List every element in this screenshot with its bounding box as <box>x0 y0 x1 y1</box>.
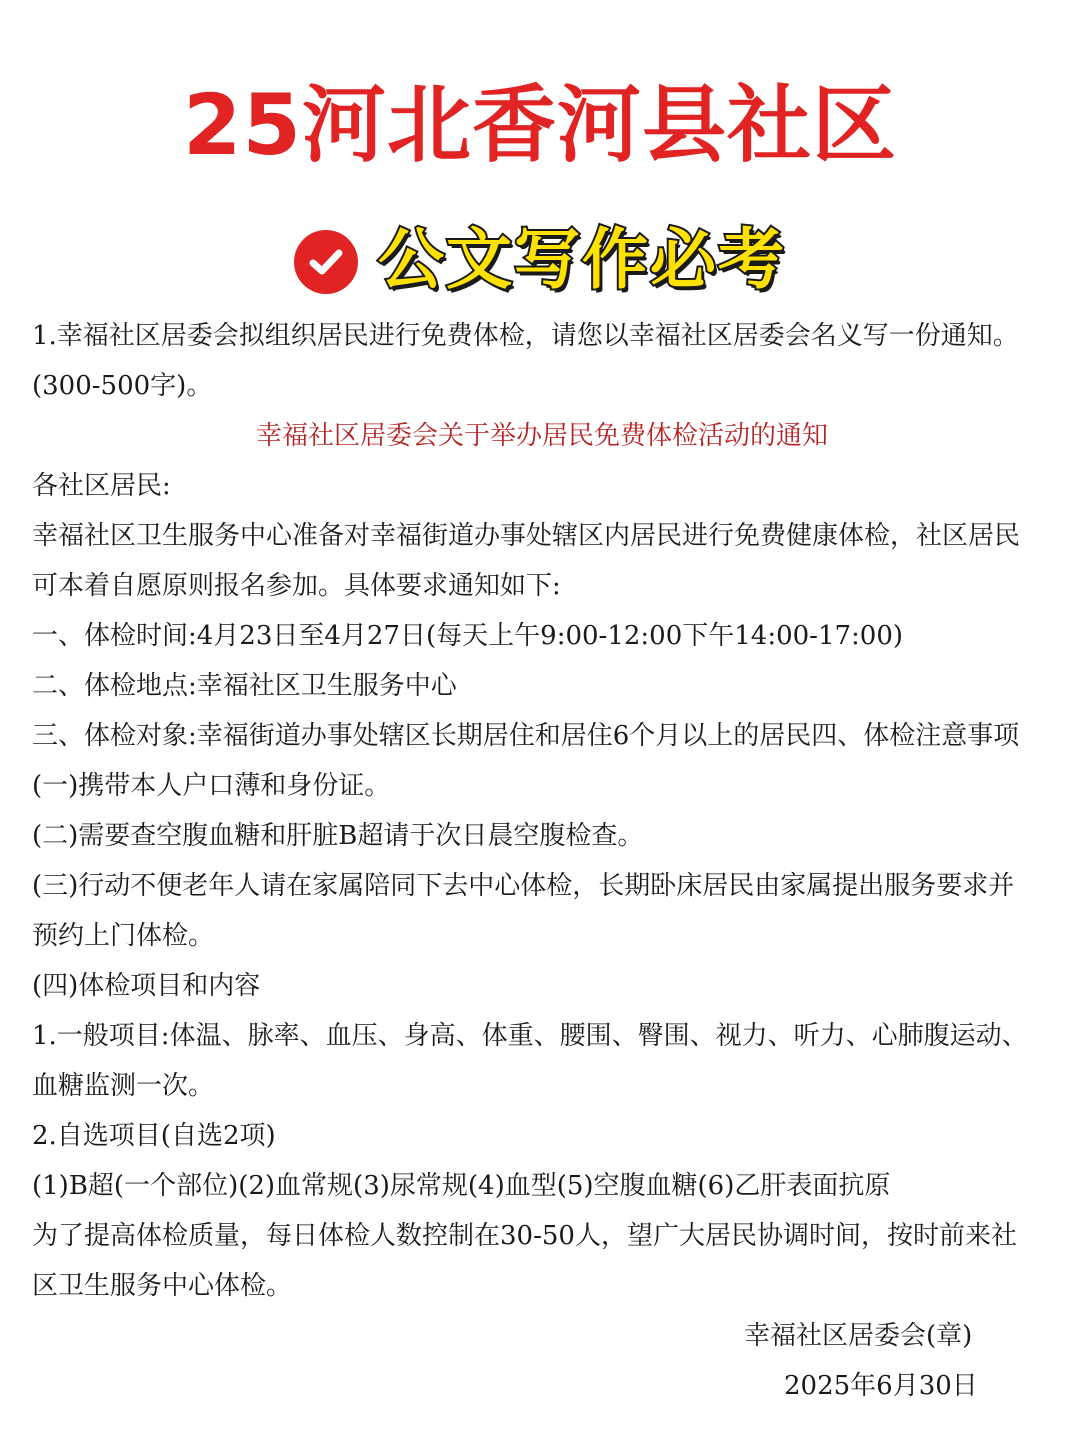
note-2: (二)需要查空腹血糖和肝脏B超请于次日晨空腹检查。 <box>32 821 644 851</box>
item-target: 三、体检对象:幸福街道办事处辖区长期居住和居住6个月以上的居民四、体检注意事项 <box>32 721 1020 751</box>
notice-heading: 幸福社区居委会关于举办居民免费体检活动的通知 <box>255 421 828 451</box>
note-1: (一)携带本人户口薄和身份证。 <box>32 771 391 801</box>
general-items-line-2: 血糖监测一次。 <box>32 1071 215 1101</box>
subtitle-row <box>0 215 1080 305</box>
subtitle-text: 公文写作必考 <box>378 221 786 298</box>
question-line-2: (300-500字)。 <box>32 371 213 401</box>
check-icon <box>294 230 358 294</box>
salutation: 各社区居民: <box>32 471 171 501</box>
optional-title: 2.自选项目(自选2项) <box>32 1121 276 1151</box>
intro-line-1: 幸福社区卫生服务中心准备对幸福街道办事处辖区内居民进行免费健康体检，社区居民 <box>32 521 1021 551</box>
page-title: 25河北香河县社区 <box>183 76 897 174</box>
note-4: (四)体检项目和内容 <box>32 971 261 1001</box>
optional-list: (1)B超(一个部位)(2)血常规(3)尿常规(4)血型(5)空腹血糖(6)乙肝表面抗原 <box>32 1171 891 1201</box>
note-3-line-2: 预约上门体检。 <box>32 921 215 951</box>
item-place: 二、体检地点:幸福社区卫生服务中心 <box>32 671 457 701</box>
closing-line-2: 区卫生服务中心体检。 <box>32 1271 293 1301</box>
date: 2025年6月30日 <box>784 1371 978 1401</box>
closing-line-1: 为了提高体检质量，每日体检人数控制在30-50人，望广大居民协调时间，按时前来社 <box>32 1221 1017 1251</box>
question-line-1: 1.幸福社区居委会拟组织居民进行免费体检，请您以幸福社区居委会名义写一份通知。 <box>32 321 1019 351</box>
note-3-line-1: (三)行动不便老年人请在家属陪同下去中心体检，长期卧床居民由家属提出服务要求并 <box>32 871 1015 901</box>
general-items-line-1: 1.一般项目:体温、脉率、血压、身高、体重、腰围、臀围、视力、听力、心肺腹运动、 <box>32 1021 1028 1051</box>
item-time: 一、体检时间:4月23日至4月27日(每天上午9:00-12:00下午14:00-17:00) <box>32 621 904 651</box>
document-body <box>32 311 1052 1411</box>
intro-line-2: 可本着自愿原则报名参加。具体要求通知如下: <box>32 571 561 601</box>
signature: 幸福社区居委会(章) <box>744 1321 973 1351</box>
